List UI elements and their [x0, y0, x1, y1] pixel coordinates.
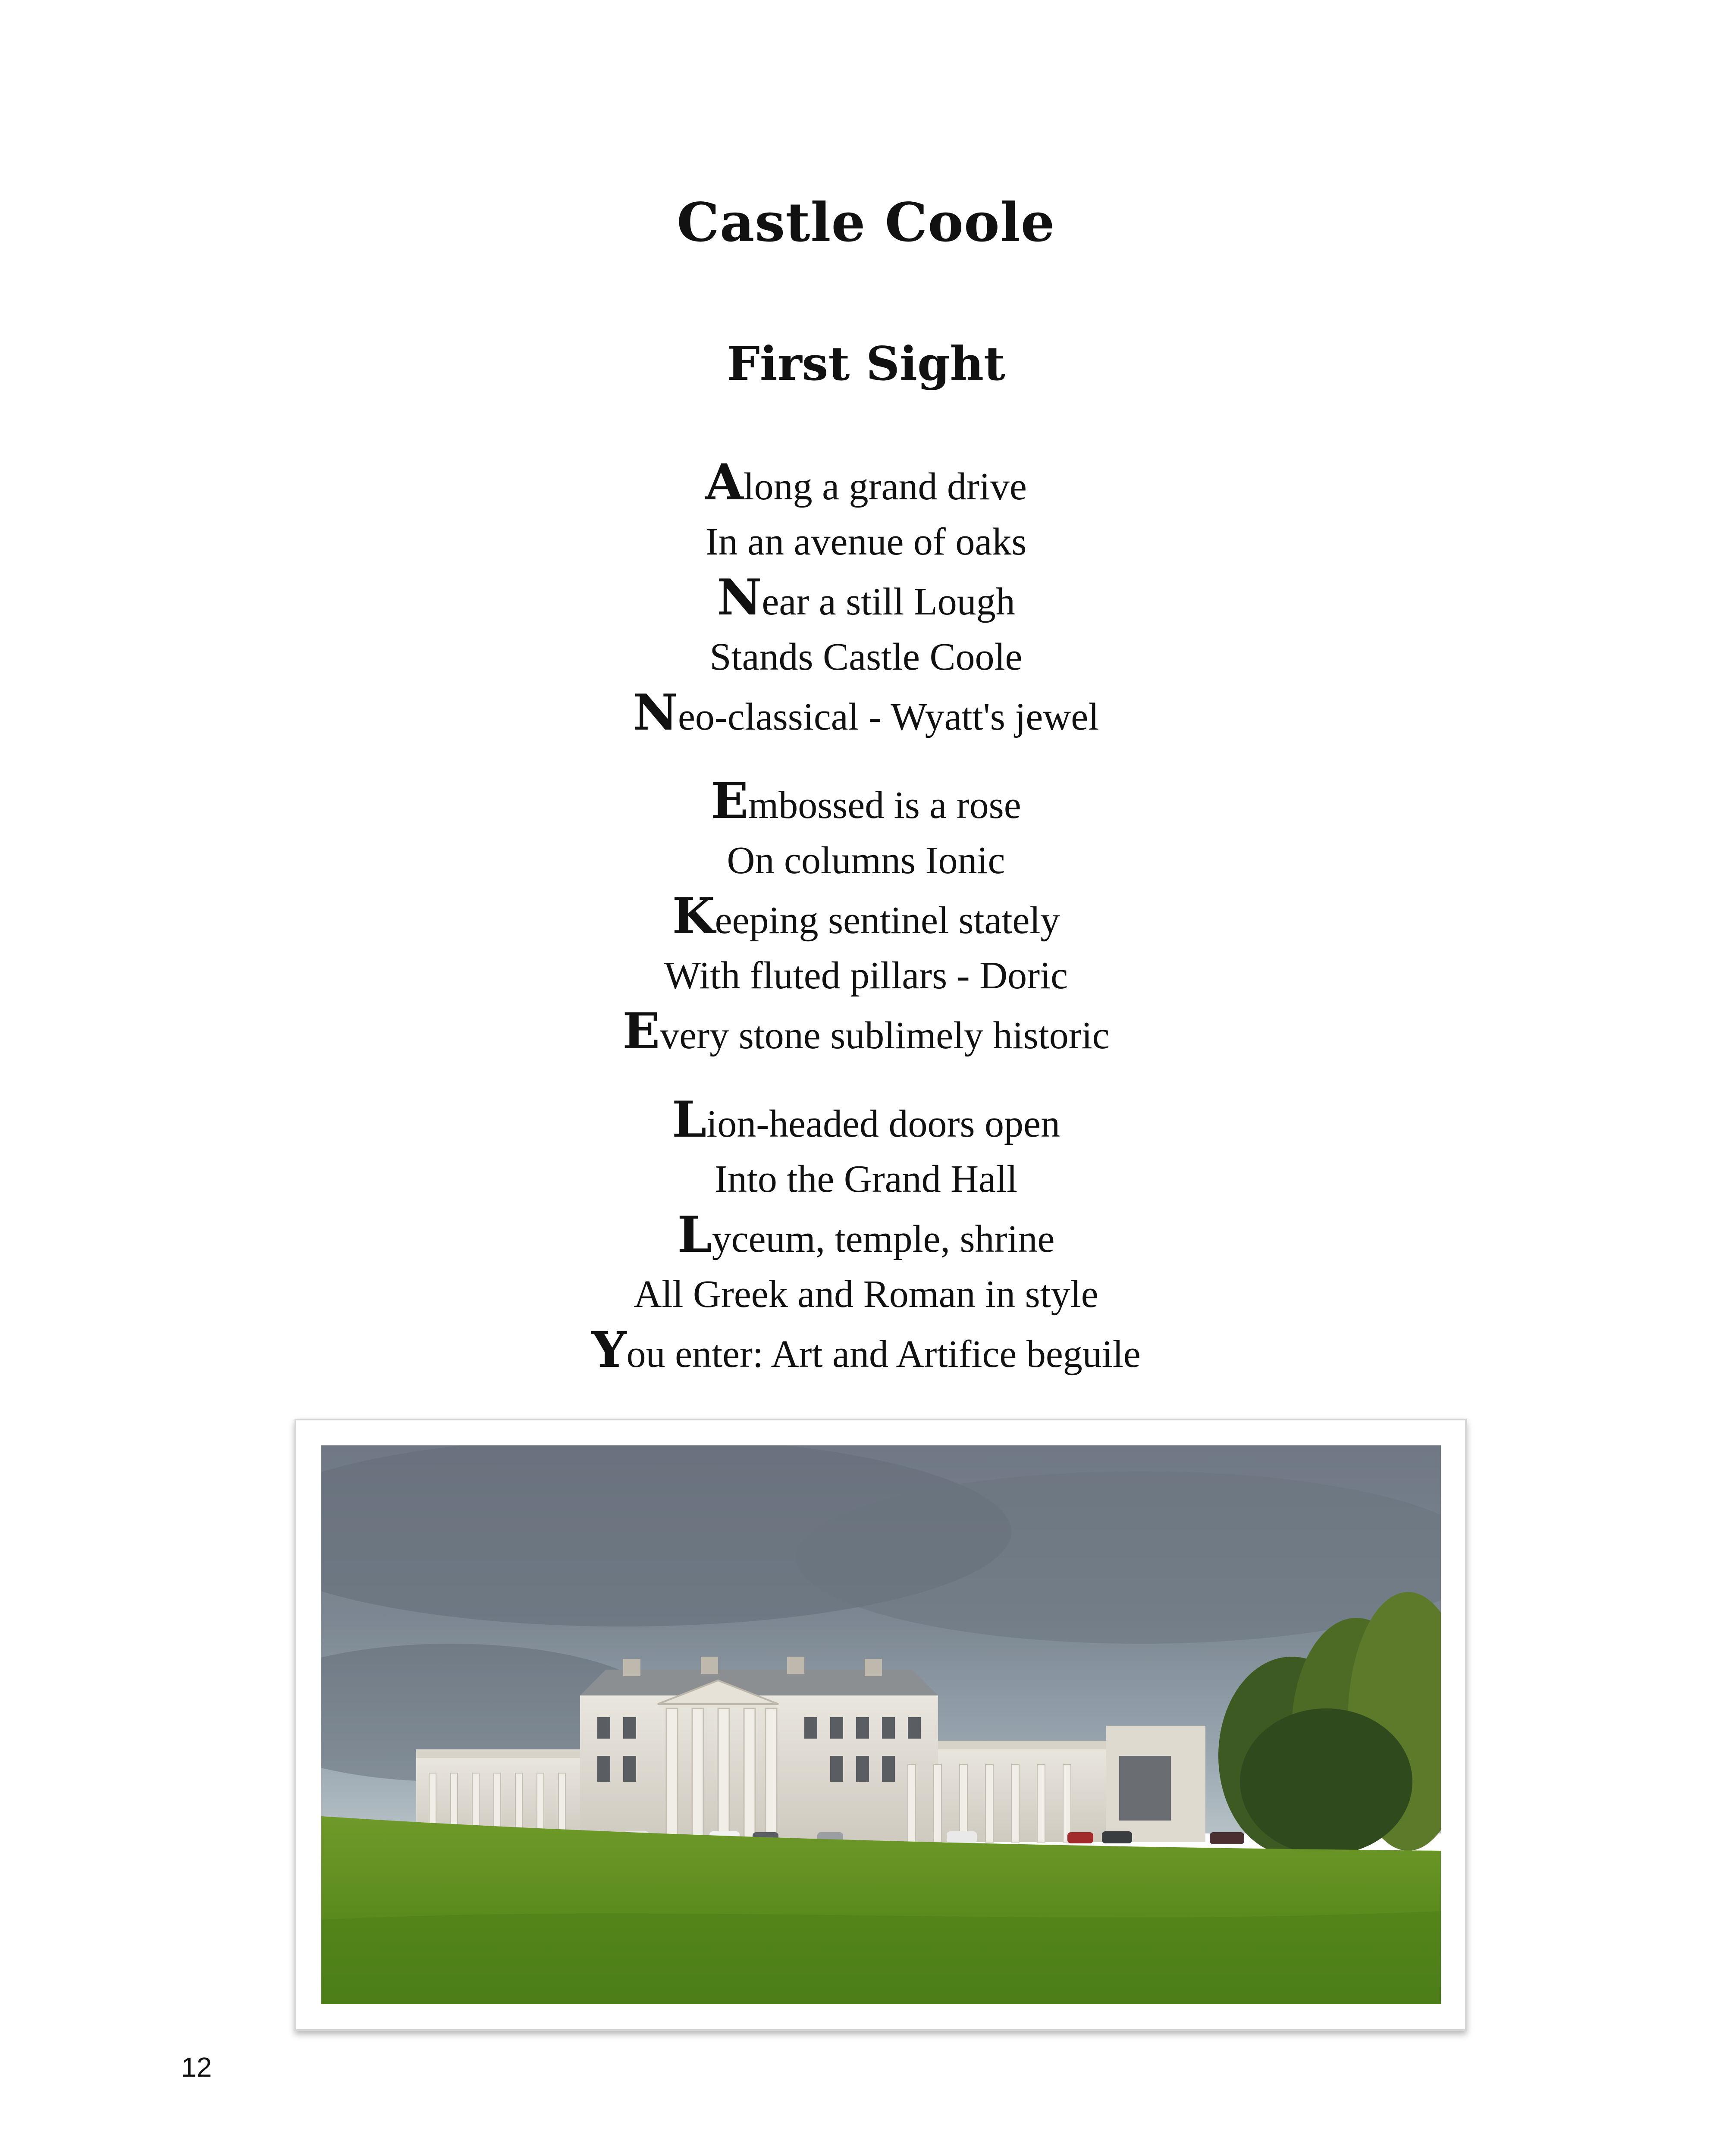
acrostic-initial: A [705, 453, 744, 511]
poem-line [0, 1002, 1732, 1065]
poem-line: Stands Castle Coole [709, 636, 1023, 678]
photo-frame [295, 1419, 1467, 2031]
poem-line [0, 1320, 1732, 1384]
line-text: yceum, temple, shrine [712, 1218, 1055, 1260]
line-text: very stone sublimely historic [660, 1014, 1110, 1057]
line-text: ou enter: Art and Artifice beguile [626, 1333, 1141, 1376]
poem-line: On columns Ionic [727, 839, 1005, 882]
castle-illustration [321, 1445, 1441, 2004]
line-text: eeping sentinel stately [715, 899, 1060, 942]
acrostic-initial: L [677, 1206, 712, 1263]
line-text: ear a still Lough [762, 580, 1015, 623]
stanza-2 [0, 771, 1732, 1065]
acrostic-initial: Y [591, 1321, 627, 1379]
line-text: long a grand drive [743, 465, 1027, 508]
poem-line [0, 683, 1732, 746]
page-number: 12 [181, 2052, 212, 2083]
acrostic-initial: L [672, 1091, 707, 1148]
castle-coole-photo [321, 1445, 1441, 2004]
lawn-texture [321, 1911, 1441, 2004]
acrostic-initial: K [672, 887, 715, 945]
stanza-1 [0, 453, 1732, 746]
tree [1240, 1708, 1412, 1855]
line-text: eo-classical - Wyatt's jewel [678, 696, 1099, 738]
poem [0, 453, 1732, 1409]
poem-line: In an avenue of oaks [705, 520, 1027, 563]
poem-line [0, 568, 1732, 631]
poem-line: All Greek and Roman in style [634, 1273, 1098, 1316]
line-text: ion-headed doors open [706, 1103, 1060, 1145]
line-text: mbossed is a rose [748, 784, 1021, 827]
poem-line [0, 887, 1732, 950]
poem-line [0, 453, 1732, 516]
acrostic-initial: E [622, 1002, 660, 1060]
page-title: Castle Coole [677, 191, 1055, 254]
poem-line [0, 1090, 1732, 1153]
poem-title: First Sight [727, 337, 1005, 391]
poem-line: With fluted pillars - Doric [664, 954, 1068, 997]
poem-line [0, 771, 1732, 835]
poem-line [0, 1205, 1732, 1269]
acrostic-initial: N [717, 568, 762, 626]
stanza-3 [0, 1090, 1732, 1384]
poem-line: Into the Grand Hall [714, 1158, 1018, 1200]
acrostic-initial: E [711, 772, 749, 830]
acrostic-initial: N [633, 683, 678, 741]
